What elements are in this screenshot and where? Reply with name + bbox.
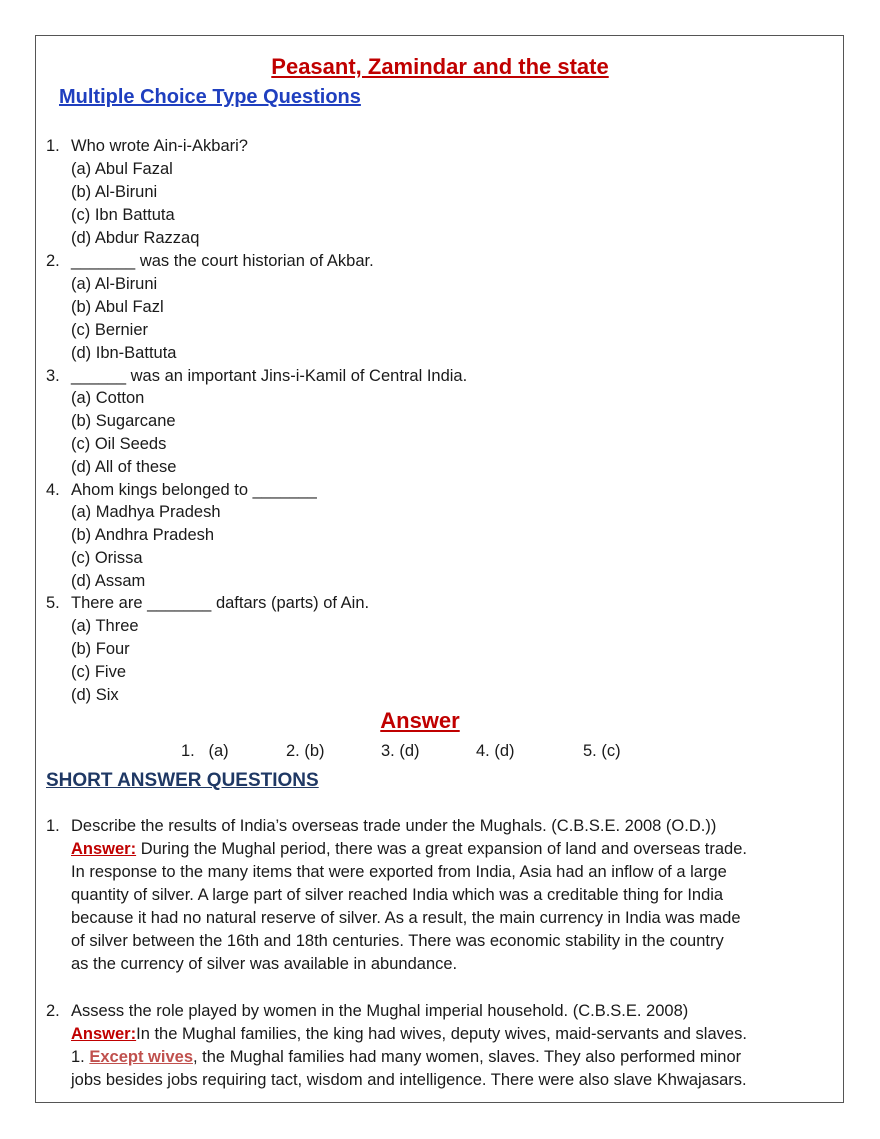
question-text: Who wrote Ain-i-Akbari? [71, 137, 248, 155]
answer-key-item: 3. (d) [381, 742, 420, 760]
answer-line [71, 1046, 776, 1069]
answer-line: quantity of silver. A large part of silver reached India which was a creditable thing for India [71, 886, 724, 904]
question-text: _______ was the court historian of Akbar. [71, 252, 374, 270]
question-number: 4. [46, 481, 60, 499]
answer-text: During the Mughal period, there was a great expansion of land and overseas trade. [136, 840, 747, 858]
answer-line: of silver between the 16th and 18th centuries. There was economic stability in the country [71, 932, 724, 950]
mcq-option: (c) Bernier [71, 321, 149, 339]
mcq-option: (c) Ibn Battuta [71, 206, 175, 224]
highlighted-phrase: Except wives [89, 1048, 193, 1066]
mcq-question [46, 479, 317, 502]
mcq-option: (a) Madhya Pradesh [71, 503, 221, 521]
mcq-option: (d) Assam [71, 572, 146, 590]
answer-line: as the currency of silver was available in abundance. [71, 955, 458, 973]
mcq-option: (a) Cotton [71, 389, 145, 407]
mcq-option: (b) Sugarcane [71, 412, 176, 430]
mcq-question [46, 250, 374, 273]
mcq-option: (b) Al-Biruni [71, 183, 158, 201]
mcq-option: (b) Abul Fazl [71, 298, 164, 316]
mcq-option: (a) Al-Biruni [71, 275, 158, 293]
question-number: 1. [46, 817, 60, 835]
question-text: ______ was an important Jins-i-Kamil of Central India. [71, 367, 468, 385]
mcq-option: (c) Five [71, 663, 126, 681]
answer-line [71, 1023, 776, 1046]
answer-key-item: 4. (d) [476, 742, 515, 760]
answer-text: , the Mughal families had many women, slaves. They also performed minor [193, 1048, 742, 1066]
mcq-option: (c) Oil Seeds [71, 435, 167, 453]
question-text: Ahom kings belonged to _______ [71, 481, 317, 499]
answer-label: Answer: [71, 1025, 137, 1043]
section-title-mcq: Multiple Choice Type Questions [59, 86, 361, 108]
answer-key-item: 2. (b) [286, 742, 325, 760]
answer-key-item: 5. (c) [583, 742, 621, 760]
answer-line: because it had no natural reserve of silver. As a result, the main currency in India was made [71, 909, 741, 927]
answer-key-item: 1. (a) [181, 742, 229, 760]
short-question [46, 815, 716, 838]
page-title: Peasant, Zamindar and the state [271, 54, 609, 79]
question-number: 3. [46, 367, 60, 385]
answer-line [71, 838, 776, 861]
answer-text: In the Mughal families, the king had wives, deputy wives, maid-servants and slaves. [136, 1025, 747, 1043]
short-question [46, 1000, 688, 1023]
answer-line: In response to the many items that were exported from India, Asia had an inflow of a large [71, 863, 727, 881]
section-title-short-answer: SHORT ANSWER QUESTIONS [46, 770, 319, 791]
answer-heading: Answer [380, 708, 460, 733]
question-text: Describe the results of India’s overseas trade under the Mughals. (C.B.S.E. 2008 (O.D.)) [71, 817, 717, 835]
mcq-option: (b) Andhra Pradesh [71, 526, 215, 544]
answer-line: jobs besides jobs requiring tact, wisdom and intelligence. There were also slave Khwajasars. [71, 1071, 747, 1089]
mcq-question [46, 592, 369, 615]
question-number: 2. [46, 252, 60, 270]
mcq-option: (d) Abdur Razzaq [71, 229, 200, 247]
mcq-option: (a) Abul Fazal [71, 160, 173, 178]
mcq-option: (b) Four [71, 640, 130, 658]
question-number: 5. [46, 594, 60, 612]
mcq-question [46, 365, 467, 388]
question-number: 1. [46, 137, 60, 155]
question-text: There are _______ daftars (parts) of Ain. [71, 594, 370, 612]
mcq-option: (d) All of these [71, 458, 177, 476]
answer-label: Answer: [71, 840, 137, 858]
mcq-option: (d) Six [71, 686, 119, 704]
point-number: 1. [71, 1048, 90, 1066]
mcq-question [46, 135, 248, 158]
mcq-option: (a) Three [71, 617, 139, 635]
question-text: Assess the role played by women in the Mughal imperial household. (C.B.S.E. 2008) [71, 1002, 689, 1020]
question-number: 2. [46, 1002, 60, 1020]
mcq-option: (c) Orissa [71, 549, 143, 567]
mcq-option: (d) Ibn-Battuta [71, 344, 177, 362]
